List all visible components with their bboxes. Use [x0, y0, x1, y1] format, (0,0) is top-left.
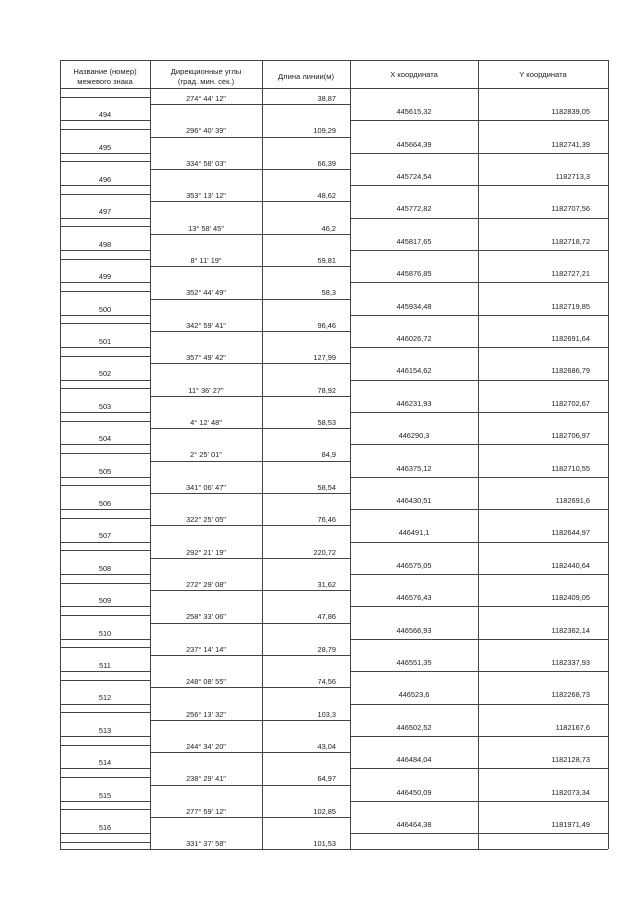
x-coordinate: 445664,39	[396, 139, 432, 149]
row-divider	[150, 363, 350, 364]
direction-angle: 274° 44' 12"	[186, 94, 226, 103]
row-divider	[350, 218, 608, 219]
direction-angle: 352° 44' 49"	[186, 288, 226, 298]
row-divider	[350, 380, 608, 381]
column-border-5	[608, 60, 609, 849]
row-divider	[60, 606, 150, 607]
row-divider	[60, 542, 150, 543]
y-coordinate: 1182702,67	[551, 398, 590, 408]
row-divider-mid	[60, 550, 150, 551]
row-divider	[150, 590, 350, 591]
header-point-name-line2: межевого знака	[77, 77, 133, 86]
row-divider	[60, 412, 150, 413]
line-length: 109,29	[313, 126, 336, 136]
row-divider	[350, 282, 608, 283]
x-coordinate: 446375,12	[396, 463, 432, 473]
table-bottom-border	[60, 849, 608, 850]
x-coordinate: 446231,93	[396, 398, 432, 408]
row-divider-mid	[60, 226, 150, 227]
row-divider	[60, 639, 150, 640]
row-divider	[350, 574, 608, 575]
header-y-coordinate: Y координата	[519, 70, 567, 79]
direction-angle: 258° 33' 06"	[186, 612, 226, 622]
row-divider	[150, 558, 350, 559]
row-divider	[60, 574, 150, 575]
line-length: 96,46	[317, 320, 336, 330]
row-divider	[60, 315, 150, 316]
line-length: 127,99	[313, 353, 336, 363]
y-coordinate: 1182073,34	[551, 787, 590, 797]
row-divider-mid	[60, 712, 150, 713]
row-divider-mid	[60, 356, 150, 357]
row-divider	[350, 509, 608, 510]
row-divider	[350, 153, 608, 154]
point-name: 508	[98, 563, 112, 573]
row-divider	[350, 444, 608, 445]
y-coordinate: 1182362,14	[551, 625, 590, 635]
row-divider	[60, 153, 150, 154]
row-divider-mid	[60, 518, 150, 519]
point-name: 515	[98, 790, 112, 800]
point-name: 494	[98, 110, 112, 120]
row-divider	[60, 380, 150, 381]
row-divider-mid	[60, 388, 150, 389]
direction-angle: 292° 21' 19"	[186, 547, 226, 557]
row-divider	[60, 801, 150, 802]
line-length: 43,04	[317, 742, 336, 751]
line-length: 31,62	[317, 580, 336, 589]
y-coordinate: 1182741,39	[551, 139, 590, 149]
direction-angle: 256° 13' 32"	[186, 709, 226, 719]
y-coordinate: 1182691,6	[555, 496, 590, 505]
row-divider-mid	[60, 777, 150, 778]
x-coordinate: 446464,38	[396, 820, 432, 829]
x-coordinate: 445876,85	[396, 269, 432, 279]
row-divider	[350, 412, 608, 413]
row-divider	[150, 785, 350, 786]
row-divider	[350, 768, 608, 769]
row-divider	[60, 218, 150, 219]
line-length: 66,39	[317, 158, 336, 168]
row-divider	[150, 525, 350, 526]
y-coordinate: 1182719,85	[551, 301, 590, 311]
row-divider-mid	[60, 745, 150, 746]
row-divider-mid	[60, 842, 150, 843]
direction-angle: 277° 59' 12"	[186, 806, 226, 816]
direction-angle: 13° 58' 45"	[188, 223, 224, 233]
row-divider	[60, 671, 150, 672]
y-coordinate: 1182409,05	[551, 593, 590, 603]
point-name: 512	[98, 693, 112, 703]
row-divider	[350, 671, 608, 672]
x-coordinate: 446566,93	[396, 625, 432, 635]
y-coordinate: 1182691,64	[551, 334, 590, 343]
row-divider-mid	[60, 809, 150, 810]
line-length: 38,87	[317, 94, 336, 103]
line-length: 220,72	[313, 547, 336, 557]
row-divider	[350, 704, 608, 705]
row-divider-mid	[60, 583, 150, 584]
row-divider	[150, 752, 350, 753]
x-coordinate: 446575,05	[396, 560, 432, 570]
line-length: 48,62	[317, 191, 336, 201]
row-divider	[150, 234, 350, 235]
line-length: 46,2	[321, 223, 336, 233]
row-divider-mid	[60, 647, 150, 648]
direction-angle: 11° 36' 27"	[188, 385, 224, 395]
row-divider-mid	[60, 323, 150, 324]
x-coordinate: 445934,48	[396, 301, 432, 311]
direction-angle: 322° 25' 05"	[186, 515, 226, 525]
direction-angle: 248° 08' 55"	[186, 677, 226, 687]
direction-angle: 8° 11' 19"	[190, 256, 222, 265]
line-length: 103,3	[317, 709, 336, 719]
row-divider	[150, 331, 350, 332]
row-divider	[350, 542, 608, 543]
y-coordinate: 1182268,73	[551, 690, 590, 700]
line-length: 76,46	[317, 515, 336, 525]
direction-angle: 4° 12' 48"	[190, 418, 222, 427]
point-name: 507	[98, 531, 112, 541]
row-divider	[60, 120, 150, 121]
x-coordinate: 446484,04	[396, 755, 432, 765]
point-name: 501	[98, 337, 112, 346]
row-divider	[350, 185, 608, 186]
row-divider	[350, 639, 608, 640]
row-divider	[150, 299, 350, 300]
direction-angle: 357° 49' 42"	[186, 353, 226, 363]
row-divider	[60, 736, 150, 737]
point-name: 509	[98, 596, 112, 606]
direction-angle: 238° 29' 41"	[186, 774, 226, 784]
header-direction-angle	[150, 67, 262, 87]
row-divider-mid	[60, 129, 150, 130]
row-divider	[60, 509, 150, 510]
point-name: 513	[98, 725, 112, 735]
row-divider-mid	[60, 615, 150, 616]
row-divider	[350, 833, 608, 834]
row-divider	[350, 606, 608, 607]
point-name: 514	[98, 758, 112, 768]
header-bottom-border	[60, 88, 608, 89]
line-length: 47,86	[317, 612, 336, 622]
header-direction-angle-line2: (град. мин. сек.)	[177, 77, 235, 86]
y-coordinate: 1182644,97	[551, 528, 590, 538]
row-divider	[60, 477, 150, 478]
table-top-border	[60, 60, 608, 61]
row-divider	[150, 104, 350, 105]
y-coordinate: 1182686,79	[551, 366, 590, 376]
row-divider	[150, 720, 350, 721]
x-coordinate: 445772,82	[396, 204, 432, 214]
line-length: 78,92	[317, 385, 336, 395]
row-divider	[60, 444, 150, 445]
header-point-name-line1: Название (номер)	[73, 67, 137, 76]
row-divider	[60, 250, 150, 251]
direction-angle: 342° 59' 41"	[186, 320, 226, 330]
row-divider-mid	[60, 485, 150, 486]
row-divider	[150, 428, 350, 429]
row-divider	[150, 396, 350, 397]
header-point-name	[60, 67, 150, 87]
x-coordinate: 446576,43	[396, 593, 432, 603]
point-name: 500	[98, 304, 112, 314]
row-divider	[150, 655, 350, 656]
line-length: 28,79	[317, 644, 336, 654]
row-divider	[150, 266, 350, 267]
point-name: 511	[99, 661, 111, 670]
row-divider	[150, 169, 350, 170]
x-coordinate: 446290,3	[398, 431, 430, 441]
y-coordinate: 1181971,49	[551, 820, 590, 829]
header-direction-angle-line1: Дирекционные углы	[170, 67, 242, 76]
direction-angle: 341° 06' 47"	[186, 482, 226, 492]
x-coordinate: 446430,51	[396, 496, 432, 505]
x-coordinate: 446154,62	[396, 366, 432, 376]
y-coordinate: 1182707,56	[551, 204, 590, 214]
x-coordinate: 446523,6	[398, 690, 430, 700]
y-coordinate: 1182713,3	[555, 172, 590, 181]
x-coordinate: 446450,09	[396, 787, 432, 797]
x-coordinate: 446491,1	[398, 528, 430, 538]
row-divider	[350, 347, 608, 348]
row-divider-mid	[60, 453, 150, 454]
point-name: 503	[98, 401, 112, 411]
line-length: 84,9	[321, 450, 336, 460]
point-name: 499	[98, 272, 112, 282]
row-divider	[150, 817, 350, 818]
y-coordinate: 1182839,05	[551, 107, 590, 117]
y-coordinate: 1182128,73	[551, 755, 590, 765]
row-divider-mid	[60, 161, 150, 162]
direction-angle: 296° 40' 39"	[186, 126, 226, 136]
row-divider	[150, 201, 350, 202]
row-divider-mid	[60, 421, 150, 422]
row-divider	[60, 185, 150, 186]
row-divider	[150, 493, 350, 494]
line-length: 102,85	[313, 806, 336, 816]
point-name: 495	[98, 142, 112, 152]
row-divider-mid	[60, 97, 150, 98]
y-coordinate: 1182710,55	[551, 463, 590, 473]
y-coordinate: 1182706,97	[551, 431, 590, 441]
point-name: 504	[98, 434, 112, 444]
y-coordinate: 1182167,6	[555, 722, 590, 732]
row-divider	[60, 833, 150, 834]
point-name: 497	[98, 207, 112, 217]
header-x-coordinate: X координата	[390, 70, 438, 79]
direction-angle: 334° 58' 03"	[186, 158, 226, 168]
row-divider	[150, 137, 350, 138]
row-divider	[60, 282, 150, 283]
direction-angle: 272° 29' 08"	[186, 580, 226, 589]
x-coordinate: 446551,35	[396, 658, 432, 667]
direction-angle: 237° 14' 14"	[186, 644, 226, 654]
point-name: 496	[98, 175, 112, 184]
point-name: 498	[98, 239, 112, 249]
point-name: 516	[98, 823, 112, 832]
x-coordinate: 446026,72	[396, 334, 432, 343]
row-divider	[150, 623, 350, 624]
line-length: 58,3	[321, 288, 336, 298]
direction-angle: 2° 25' 01"	[190, 450, 222, 460]
row-divider	[60, 768, 150, 769]
row-divider	[350, 477, 608, 478]
line-length: 64,97	[317, 774, 336, 784]
row-divider-mid	[60, 194, 150, 195]
row-divider	[60, 347, 150, 348]
x-coordinate: 445615,32	[396, 107, 432, 117]
direction-angle: 353° 13' 12"	[186, 191, 226, 201]
y-coordinate: 1182727,21	[551, 269, 590, 279]
line-length: 59,81	[317, 256, 336, 265]
header-line-length: Длина линии(м)	[278, 72, 334, 81]
row-divider	[350, 801, 608, 802]
y-coordinate: 1182337,93	[551, 658, 590, 667]
y-coordinate: 1182440,64	[551, 560, 590, 570]
line-length: 58,54	[317, 482, 336, 492]
line-length: 74,56	[317, 677, 336, 687]
y-coordinate: 1182718,72	[551, 236, 590, 246]
line-length: 58,53	[317, 418, 336, 427]
direction-angle: 244° 34' 20"	[186, 742, 226, 751]
point-name: 506	[98, 499, 112, 508]
row-divider	[350, 315, 608, 316]
line-length: 101,53	[313, 839, 336, 849]
direction-angle: 331° 37' 58"	[186, 839, 226, 849]
row-divider	[60, 704, 150, 705]
row-divider	[350, 250, 608, 251]
row-divider	[150, 687, 350, 688]
point-name: 510	[98, 628, 112, 638]
x-coordinate: 446502,52	[396, 722, 432, 732]
row-divider-mid	[60, 680, 150, 681]
point-name: 502	[98, 369, 112, 379]
row-divider-mid	[60, 259, 150, 260]
row-divider	[350, 120, 608, 121]
row-divider	[350, 736, 608, 737]
point-name: 505	[98, 466, 112, 476]
x-coordinate: 445817,65	[396, 236, 432, 246]
x-coordinate: 445724,54	[396, 172, 432, 181]
row-divider	[150, 461, 350, 462]
row-divider-mid	[60, 291, 150, 292]
